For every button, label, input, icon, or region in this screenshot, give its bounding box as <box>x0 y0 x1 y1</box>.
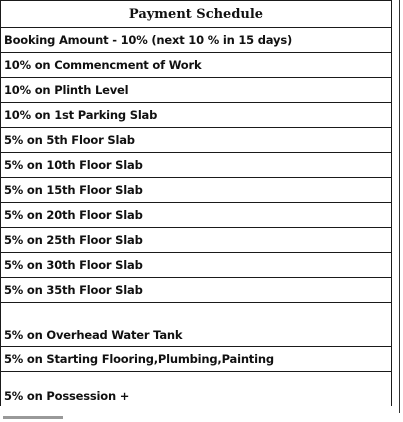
schedule-item-commencement: 10% on Commencment of Work <box>1 53 392 78</box>
table-row <box>1 253 392 278</box>
schedule-item-10th-floor: 5% on 10th Floor Slab <box>1 153 392 178</box>
table-row <box>1 153 392 178</box>
schedule-item-possession: 5% on Possession + <box>1 372 392 407</box>
table-row <box>1 228 392 253</box>
table-row <box>1 203 392 228</box>
schedule-item-25th-floor: 5% on 25th Floor Slab <box>1 228 392 253</box>
cropped-text-ink <box>3 416 63 419</box>
schedule-item-35th-floor: 5% on 35th Floor Slab <box>1 278 392 303</box>
table-row <box>1 28 392 53</box>
schedule-item-30th-floor: 5% on 30th Floor Slab <box>1 253 392 278</box>
schedule-item-water-tank: 5% on Overhead Water Tank <box>1 303 392 347</box>
cropped-text-fragment <box>3 415 123 422</box>
schedule-item-booking: Booking Amount - 10% (next 10 % in 15 days) <box>1 28 392 53</box>
schedule-item-parking-slab: 10% on 1st Parking Slab <box>1 103 392 128</box>
table-row <box>1 372 392 407</box>
table-row <box>1 78 392 103</box>
schedule-item-flooring: 5% on Starting Flooring,Plumbing,Painting <box>1 347 392 372</box>
schedule-item-20th-floor: 5% on 20th Floor Slab <box>1 203 392 228</box>
schedule-item-5th-floor: 5% on 5th Floor Slab <box>1 128 392 153</box>
table-title: Payment Schedule <box>1 1 392 28</box>
table-row <box>1 278 392 303</box>
table-row <box>1 128 392 153</box>
table-row <box>1 303 392 347</box>
table-row <box>1 178 392 203</box>
table-row <box>1 53 392 78</box>
table-header-row <box>1 1 392 28</box>
table-row <box>1 347 392 372</box>
page-edge-rule <box>399 0 400 413</box>
schedule-item-plinth: 10% on Plinth Level <box>1 78 392 103</box>
schedule-item-15th-floor: 5% on 15th Floor Slab <box>1 178 392 203</box>
table-row <box>1 103 392 128</box>
